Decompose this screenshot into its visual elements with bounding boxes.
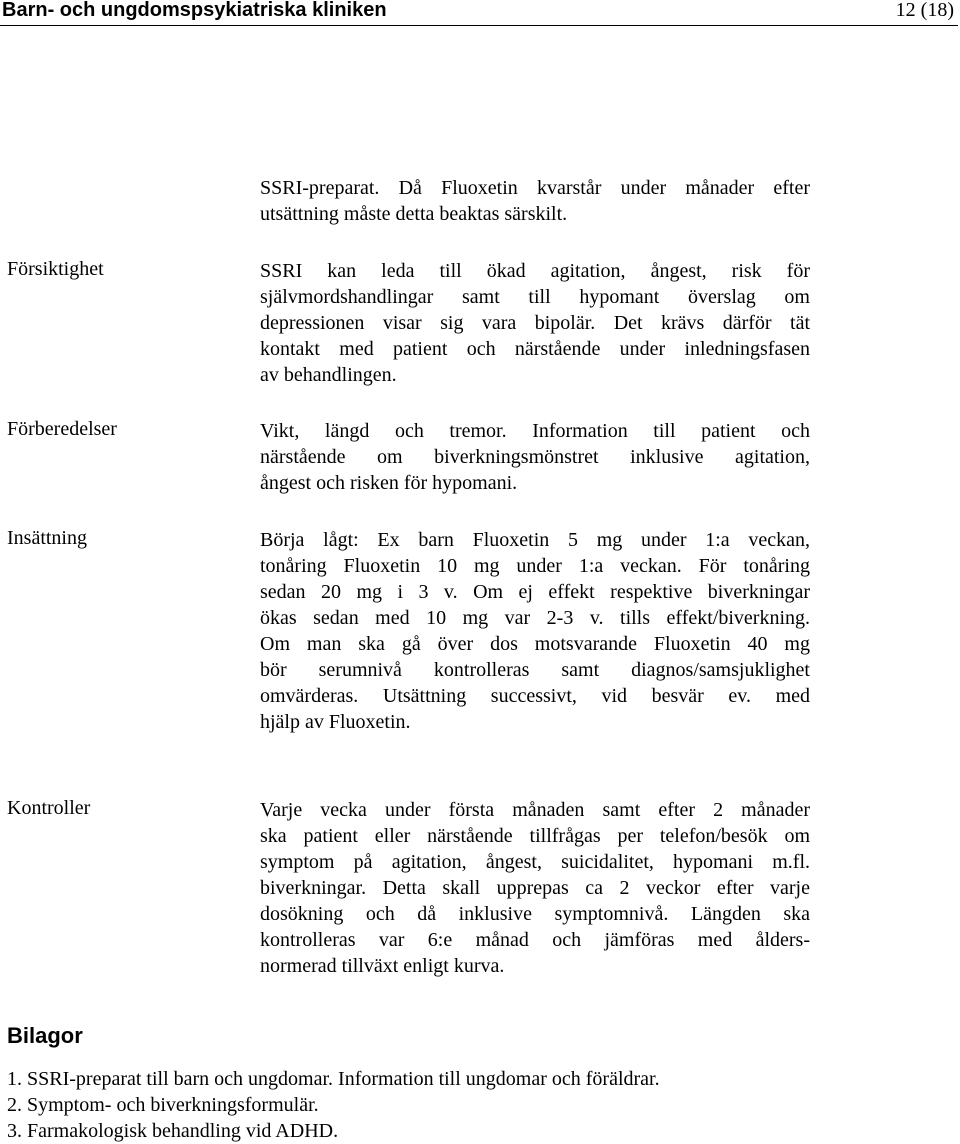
text-line: ångest och risken för hypomani.: [260, 472, 518, 494]
text-line: närstående om biverkningsmönstret inklusive agitation,: [260, 446, 810, 468]
page-number: 12 (18): [895, 0, 954, 21]
section-label-insattning: Insättning: [7, 527, 87, 549]
intro-paragraph: [260, 175, 810, 227]
text-line: självmordshandlingar samt till hypomant överslag om: [260, 286, 810, 308]
text-line: Om man ska gå över dos motsvarande Fluoxetin 40 mg: [260, 633, 810, 655]
bilagor-list: [7, 1066, 660, 1144]
page-header: [0, 0, 958, 26]
section-text-forberedelser: [260, 418, 810, 496]
text-line: ökas sedan med 10 mg var 2-3 v. tills effekt/biverkning.: [260, 607, 810, 629]
text-line: symptom på agitation, ångest, suicidalitet, hypomani m.fl.: [260, 851, 810, 873]
text-line: Varje vecka under första månaden samt efter 2 månader: [260, 799, 810, 821]
text-line: biverkningar. Detta skall upprepas ca 2 veckor efter varje: [260, 877, 810, 899]
section-text-kontroller: [260, 797, 810, 979]
text-line: sedan 20 mg i 3 v. Om ej effekt respektive biverkningar: [260, 581, 810, 603]
text-line: depressionen visar sig vara bipolär. Det krävs därför tät: [260, 312, 810, 334]
text-line: Vikt, längd och tremor. Information till patient och: [260, 420, 810, 442]
section-label-forsiktighet: Försiktighet: [7, 258, 104, 280]
text-line: av behandlingen.: [260, 364, 397, 386]
text-line: bör serumnivå kontrolleras samt diagnos/samsjuklighet: [260, 659, 810, 681]
text-line: SSRI-preparat. Då Fluoxetin kvarstår under månader efter: [260, 177, 810, 199]
bilagor-heading: Bilagor: [7, 1023, 83, 1048]
section-label-forberedelser: Förberedelser: [7, 418, 117, 440]
text-line: utsättning måste detta beaktas särskilt.: [260, 203, 568, 225]
text-line: omvärderas. Utsättning successivt, vid besvär ev. med: [260, 685, 810, 707]
section-label-kontroller: Kontroller: [7, 797, 91, 819]
section-text-insattning: [260, 527, 810, 735]
text-line: tonåring Fluoxetin 10 mg under 1:a veckan. För tonåring: [260, 555, 810, 577]
text-line: SSRI kan leda till ökad agitation, ångest, risk för: [260, 260, 810, 282]
text-line: ska patient eller närstående tillfrågas per telefon/besök om: [260, 825, 810, 847]
text-line: Börja lågt: Ex barn Fluoxetin 5 mg under 1:a veckan,: [260, 529, 810, 551]
text-line: dosökning och då inklusive symptomnivå. Längden ska: [260, 903, 810, 925]
text-line: kontakt med patient och närstående under inledningsfasen: [260, 338, 810, 360]
text-line: normerad tillväxt enligt kurva.: [260, 955, 505, 977]
header-title: Barn- och ungdomspsykiatriska kliniken: [2, 0, 387, 21]
bilaga-item: 1. SSRI-preparat till barn och ungdomar. Information till ungdomar och föräldrar.: [7, 1068, 660, 1090]
bilaga-item: 2. Symptom- och biverkningsformulär.: [7, 1094, 319, 1116]
text-line: hjälp av Fluoxetin.: [260, 711, 411, 733]
text-line: kontrolleras var 6:e månad och jämföras med ålders-: [260, 929, 810, 951]
section-text-forsiktighet: [260, 258, 810, 388]
bilaga-item: 3. Farmakologisk behandling vid ADHD.: [7, 1120, 339, 1142]
